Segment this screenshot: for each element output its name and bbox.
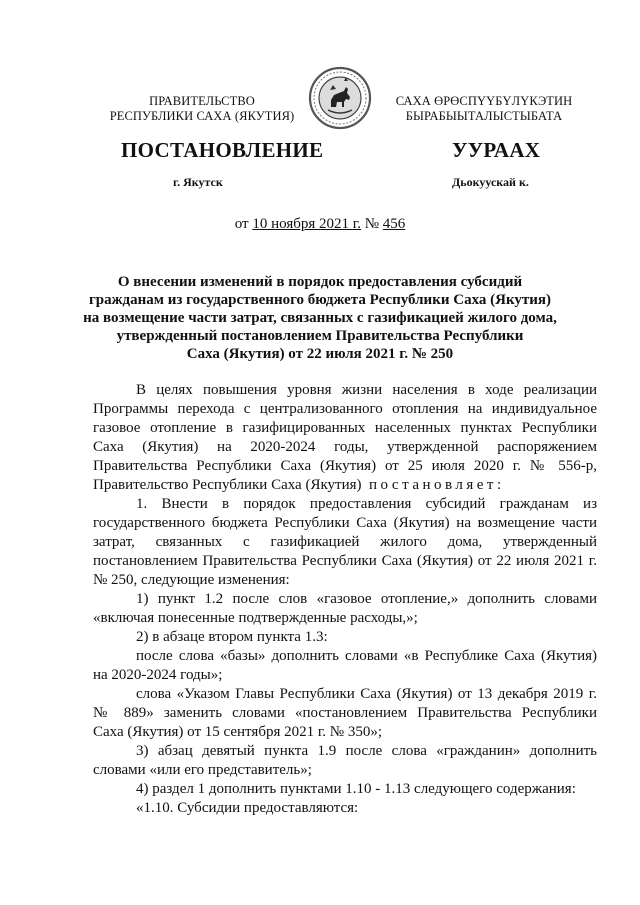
header-org-sakha <box>374 94 594 124</box>
decree-word: постановляет: <box>369 477 505 493</box>
title-line: Саха (Якутия) от 22 июля 2021 г. № 250 <box>186 346 454 362</box>
document-date: 10 ноября 2021 г. <box>252 216 361 232</box>
city-sakha: Дьокуускай к. <box>452 175 529 189</box>
body-line: В целях повышения уровня жизни населения в ходе реализации <box>136 382 597 398</box>
title-line: О внесении изменений в порядок предоставления субсидий <box>117 274 523 290</box>
body-line: Программы перехода с централизованного отопления на индивидуальное <box>93 401 597 417</box>
body-line: Саха (Якутия) на 2020-2024 годы, утвержденной распоряжением <box>93 439 597 455</box>
body-line: «включая понесенные подтвержденные расходы,»; <box>93 610 418 626</box>
doc-type-sakha: УУРААХ <box>452 138 541 162</box>
header-org-sakha-line: БЫРАБЫЫТАЛЫСТЫБАТА <box>405 109 563 123</box>
header-org-sakha-line: САХА ӨРӨСПҮҮБҮЛҮКЭТИН <box>395 94 573 108</box>
document-number-line <box>0 216 640 233</box>
body-line: № 250, следующие изменения: <box>93 572 290 588</box>
body-line: после слова «базы» дополнить словами «в Республике Саха (Якутия) <box>136 648 597 664</box>
decree-subject: Правительство Республики Саха (Якутия) <box>93 477 362 493</box>
body-line: 3) абзац девятый пункта 1.9 после слова «гражданин» дополнить <box>136 743 597 759</box>
header-org-ru <box>92 94 312 124</box>
body-line: 4) раздел 1 дополнить пунктами 1.10 - 1.13 следующего содержания: <box>136 781 576 797</box>
body-line: Саха (Якутия) от 15 сентября 2021 г. № 350»; <box>93 724 383 740</box>
body-line: «1.10. Субсидии предоставляются: <box>136 800 359 816</box>
date-prefix: от <box>234 216 253 232</box>
number-sign: № <box>360 216 383 232</box>
title-line: гражданам из государственного бюджета Республики Саха (Якутия) <box>88 292 551 308</box>
body-line: газовое отопление в газифицированных населенных пунктах Республики <box>93 420 597 436</box>
body-line: 1. Внести в порядок предоставления субсидий гражданам из <box>136 496 597 512</box>
body-line: 1) пункт 1.2 после слов «газовое отопление,» дополнить словами <box>136 591 597 607</box>
document-title <box>80 273 560 363</box>
document-body <box>93 381 597 818</box>
body-line: слова «Указом Главы Республики Саха (Якутия) от 13 декабря 2019 г. <box>136 686 597 702</box>
body-line: постановлением Правительства Республики Саха (Якутия) от 22 июля 2021 г. <box>93 553 597 569</box>
body-line: словами «или его представитель»; <box>93 762 312 778</box>
header-org-ru-line: РЕСПУБЛИКИ САХА (ЯКУТИЯ) <box>109 109 295 123</box>
body-line <box>93 476 597 495</box>
title-line: утвержденный постановлением Правительства Республики <box>116 328 524 344</box>
body-line: затрат, связанных с газификацией жилого дома, утвержденный <box>93 534 597 550</box>
title-line: на возмещение части затрат, связанных с газификацией жилого дома, <box>83 310 557 326</box>
sakha-coat-of-arms-icon <box>308 66 372 130</box>
body-line: Правительства Республики Саха (Якутия) от 25 июля 2020 г. № 556-р, <box>93 458 597 474</box>
body-line: государственного бюджета Республики Саха (Якутия) на возмещение части <box>93 515 597 531</box>
city-ru: г. Якутск <box>173 175 223 189</box>
body-line: № 889» заменить словами «постановлением Правительства Республики <box>93 705 597 721</box>
document-number: 456 <box>382 216 406 232</box>
header-org-ru-line: ПРАВИТЕЛЬСТВО <box>149 94 255 108</box>
body-line: на 2020-2024 годы»; <box>93 667 223 683</box>
doc-type-ru: ПОСТАНОВЛЕНИЕ <box>121 138 324 162</box>
body-line: 2) в абзаце втором пункта 1.3: <box>136 629 328 645</box>
